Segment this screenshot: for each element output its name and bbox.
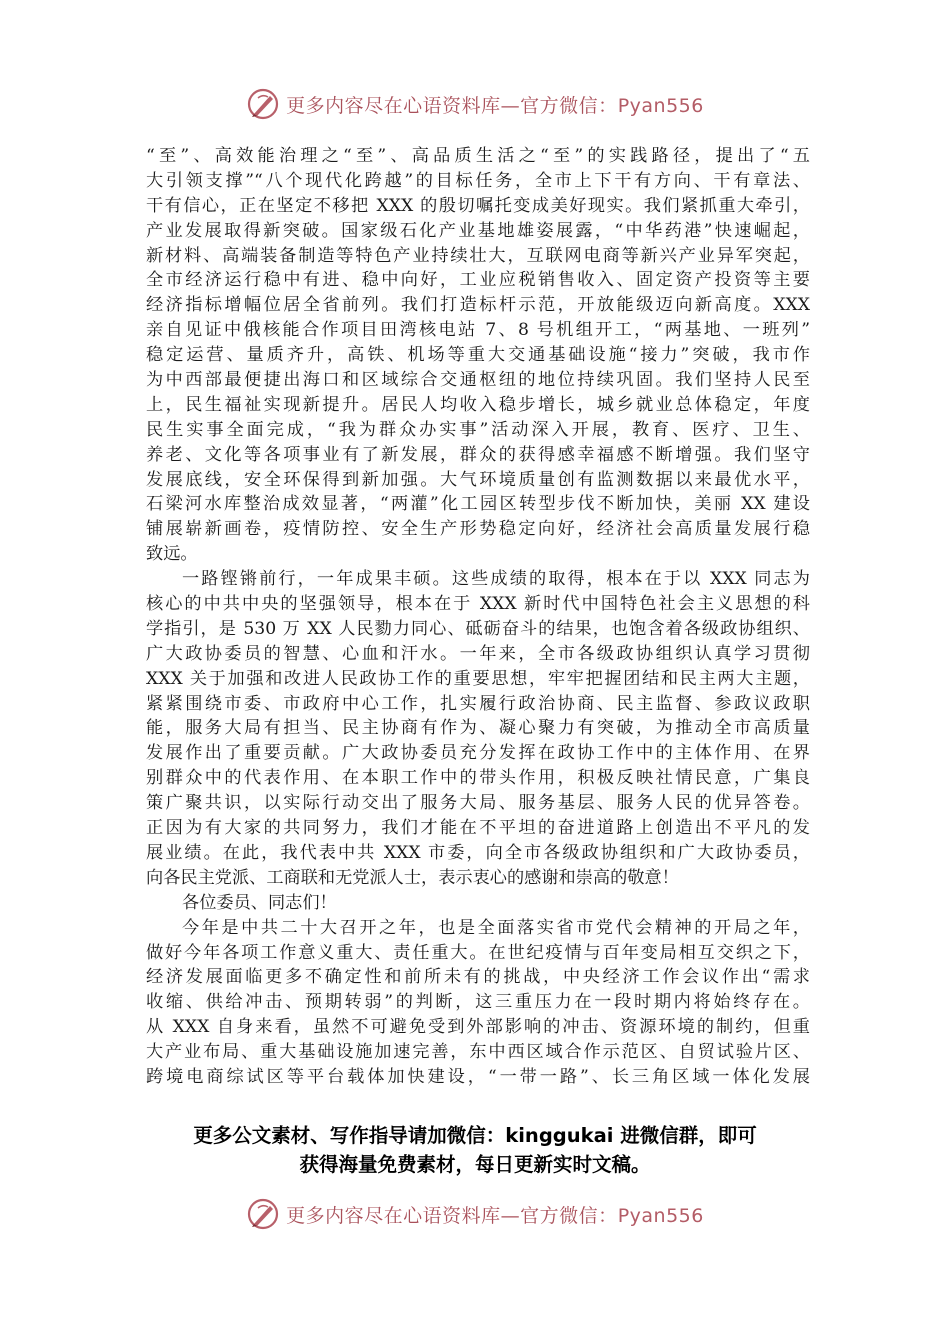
- promo-line-1: 更多公文素材、写作指导请加微信：kinggukai 进微信群，即可: [193, 1124, 757, 1147]
- banner-brand: 更多内容尽在心语资料库: [286, 1204, 501, 1227]
- banner-brand: 更多内容尽在心语资料库: [286, 94, 501, 117]
- body-text-line: 大产业布局、重大基础设施加速完善，东中西区域合作示范区、自贸试验片区、: [146, 1042, 810, 1063]
- body-text-line: 稳定运营、量质齐升，高铁、机场等重大交通基础设施“接力”突破，我市作: [146, 345, 810, 366]
- body-text-line: 能，服务大局有担当、民主协商有作为、凝心聚力有突破，为推动全市高质量: [146, 718, 810, 739]
- footer-banner: [0, 1194, 950, 1234]
- body-text-line: “至”、高效能治理之“至”、高品质生活之“至”的实践路径，提出了“五: [146, 146, 810, 166]
- header-banner: [0, 84, 950, 124]
- body-text-line: 全市经济运行稳中有进、稳中向好，工业应税销售收入、固定资产投资等主要: [146, 270, 810, 291]
- body-text-line: 上，民生福祉实现新提升。居民人均收入稳步增长，城乡就业总体稳定，年度: [146, 394, 810, 415]
- body-text-line: 向各民主党派、工商联和无党派人士，表示衷心的感谢和崇高的敬意！: [146, 867, 679, 888]
- body-text-line: 经济指标增幅位居全省前列。我们打造标杆示范，开放能级迈向新高度。XXX: [146, 295, 810, 316]
- body-text-line: 经济发展面临更多不确定性和前所未有的挑战，中央经济工作会议作出“需求: [146, 967, 810, 988]
- body-text-line: 正因为有大家的共同努力，我们才能在不平坦的奋进道路上创造出不平凡的发: [146, 818, 810, 839]
- body-text-line: 民生实事全面完成，“我为群众办实事”活动深入开展，教育、医疗、卫生、: [146, 419, 810, 440]
- body-text-line: 新材料、高端装备制造等特色产业持续壮大，互联网电商等新兴产业异军突起，: [146, 245, 810, 266]
- body-text-line: 发展底线，安全环保得到新加强。大气环境质量创有监测数据以来最优水平，: [146, 469, 810, 490]
- body-text-line: 亲自见证中俄核能合作项目田湾核电站 7、8 号机组开工，“两基地、一班列”: [146, 320, 810, 341]
- body-text-line: 紧紧围绕市委、市政府中心工作，扎实履行政治协商、民主监督、参政议政职: [146, 693, 810, 714]
- body-text-line: 跨境电商综试区等平台载体加快建设，“一带一路”、长三角区域一体化发展: [146, 1066, 810, 1087]
- pen-logo-icon: [246, 1197, 280, 1231]
- document-body: [146, 144, 810, 1090]
- body-text-line: 今年是中共二十大召开之年，也是全面落实省市党代会精神的开局之年，: [182, 917, 810, 938]
- body-text-line: 核心的中共中央的坚强领导，根本在于 XXX 新时代中国特色社会主义思想的科: [146, 594, 810, 615]
- body-text-line: 一路铿锵前行，一年成果丰硕。这些成绩的取得，根本在于以 XXX 同志为: [182, 569, 810, 590]
- banner-text: [286, 91, 704, 118]
- banner-wechat-label: 官方微信：: [520, 94, 618, 117]
- body-text-line: 养老、文化等各项事业有了新发展，群众的获得感幸福感不断增强。我们坚守: [146, 444, 810, 465]
- banner-wechat-label: 官方微信：: [520, 1204, 618, 1227]
- body-text-line: 从 XXX 自身来看，虽然不可避免受到外部影响的冲击、资源环境的制约，但重: [146, 1017, 810, 1038]
- promo-notice: [0, 1121, 950, 1179]
- body-text-line: 学指引，是 530 万 XX 人民勠力同心、砥砺奋斗的结果，也饱含着各级政协组织、: [146, 618, 810, 639]
- body-text-line: 做好今年各项工作意义重大、责任重大。在世纪疫情与百年变局相互交织之下，: [146, 942, 810, 963]
- body-text-line: 为中西部最便捷出海口和区域综合交通枢纽的地位持续巩固。我们坚持人民至: [146, 370, 810, 391]
- banner-wechat-id: Pyan556: [617, 94, 704, 117]
- body-text-line: 别群众中的代表作用、在本职工作中的带头作用，积极反映社情民意，广集良: [146, 768, 810, 789]
- pen-logo-icon: [246, 87, 280, 121]
- body-text-line: 展业绩。在此，我代表中共 XXX 市委，向全市各级政协组织和广大政协委员，: [146, 842, 810, 863]
- banner-wechat-id: Pyan556: [617, 1204, 704, 1227]
- banner-text: [286, 1201, 704, 1228]
- body-text-line: 大引领支撑”“八个现代化跨越”的目标任务，全市上下干有方向、干有章法、: [146, 170, 810, 191]
- body-text-line: 策广聚共识，以实际行动交出了服务大局、服务基层、服务人民的优异答卷。: [146, 793, 810, 814]
- body-text-line: 收缩、供给冲击、预期转弱”的判断，这三重压力在一段时期内将始终存在。: [146, 992, 810, 1013]
- body-text-line: 石梁河水库整治成效显著，“两灌”化工园区转型步伐不断加快，美丽 XX 建设: [146, 494, 810, 515]
- body-text-line: 各位委员、同志们！: [182, 892, 337, 913]
- body-text-line: 干有信心，正在坚定不移把 XXX 的殷切嘱托变成美好现实。我们紧抓重大牵引，: [146, 195, 810, 216]
- promo-line-2: 获得海量免费素材，每日更新实时文稿。: [299, 1153, 651, 1176]
- body-text-line: 铺展崭新画卷，疫情防控、安全生产形势稳定向好，经济社会高质量发展行稳: [146, 519, 810, 540]
- banner-dash: —: [500, 1204, 521, 1227]
- body-text-line: 致远。: [146, 544, 198, 565]
- body-text-line: 广大政协委员的智慧、心血和汗水。一年来，全市各级政协组织认真学习贯彻: [146, 643, 810, 664]
- body-text-line: 产业发展取得新突破。国家级石化产业基地雄姿展露，“中华药港”快速崛起，: [146, 220, 810, 241]
- body-text-line: XXX 关于加强和改进人民政协工作的重要思想，牢牢把握团结和民主两大主题，: [146, 668, 810, 689]
- body-text-line: 发展作出了重要贡献。广大政协委员充分发挥在政协工作中的主体作用、在界: [146, 743, 810, 764]
- banner-dash: —: [500, 94, 521, 117]
